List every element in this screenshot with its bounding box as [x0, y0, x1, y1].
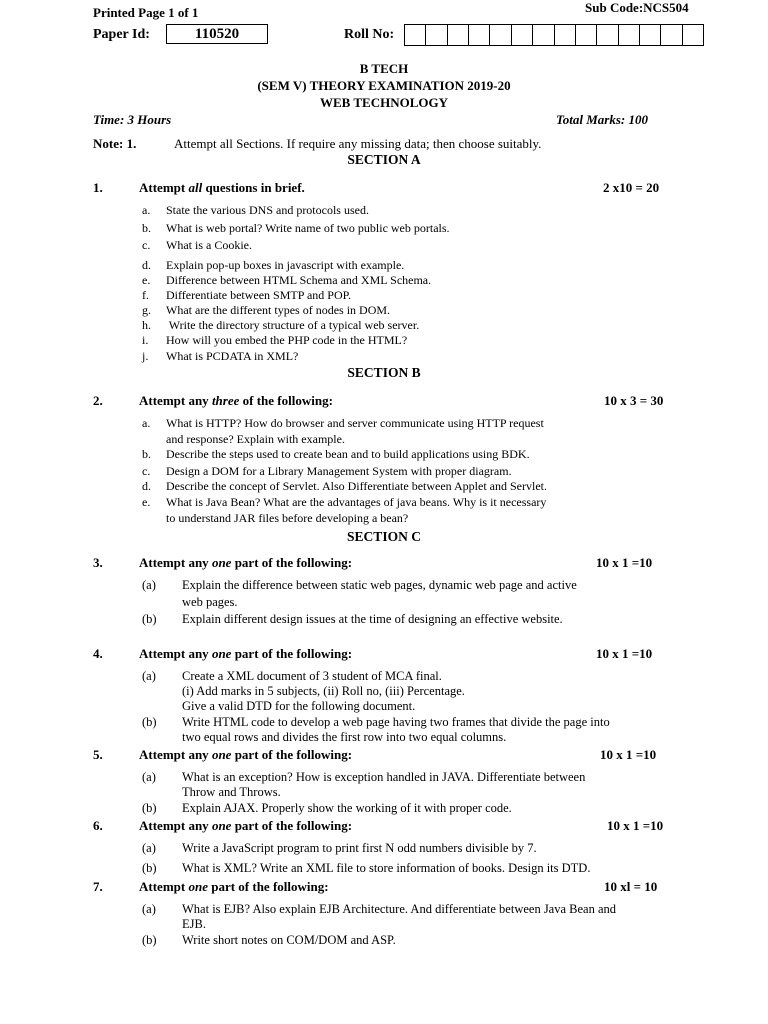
list-item	[142, 333, 407, 348]
sub-text: Write a JavaScript program to print first N odd numbers divisible by 7.	[182, 841, 537, 855]
list-item	[142, 258, 404, 273]
item-text: Describe the steps used to create bean and to build applications using BDK.	[166, 447, 530, 461]
list-item	[142, 416, 544, 431]
note-label: Note: 1.	[93, 136, 137, 151]
list-item	[142, 288, 351, 303]
list-item	[142, 349, 298, 364]
sub-text: Write HTML code to develop a web page having two frames that divide the page into	[182, 715, 610, 729]
question-text-pre: Attempt any	[139, 555, 212, 570]
total-marks: Total Marks: 100	[556, 112, 648, 127]
sub-text: Explain AJAX. Properly show the working of it with proper code.	[182, 801, 512, 815]
item-label: j.	[142, 349, 149, 363]
question-text-post: part of the following:	[231, 747, 353, 762]
exam-title: (SEM V) THEORY EXAMINATION 2019-20	[257, 78, 511, 93]
item-label: f.	[142, 288, 149, 302]
item-text: What is Java Bean? What are the advantages of java beans. Why is it necessary	[166, 495, 547, 509]
question-text-em: one	[211, 747, 232, 762]
paper-id-label: Paper Id:	[93, 27, 150, 42]
question-text-post: part of the following:	[231, 555, 353, 570]
list-item	[142, 238, 252, 253]
sub-text: (i) Add marks in 5 subjects, (ii) Roll no, (iii) Percentage.	[182, 684, 465, 698]
question-text-post: part of the following:	[231, 818, 353, 833]
question-number: 7.	[93, 879, 103, 894]
subject-code: Sub Code:NCS504	[585, 0, 689, 15]
item-text: How will you embed the PHP code in the HTML?	[166, 333, 408, 347]
list-item	[142, 511, 408, 526]
item-text: Write the directory structure of a typical web server.	[166, 318, 420, 332]
time-label: Time: 3 Hours	[93, 112, 172, 127]
item-text: What is a Cookie.	[166, 238, 252, 252]
list-item	[142, 495, 546, 510]
list-item	[142, 432, 345, 447]
question-number: 6.	[93, 818, 103, 833]
question-instruction	[139, 393, 333, 408]
question-number: 1.	[93, 180, 103, 195]
question-text-em: one	[211, 818, 232, 833]
question-text-pre: Attempt	[139, 180, 189, 195]
question-text-post: questions in brief.	[202, 180, 305, 195]
question-text-pre: Attempt any	[139, 393, 212, 408]
section-c-title: SECTION C	[347, 529, 421, 544]
item-label: g.	[142, 303, 151, 317]
sub-label: (b)	[142, 612, 157, 626]
question-instruction	[139, 879, 329, 894]
item-label: d.	[142, 258, 151, 272]
question-text-post: part of the following:	[207, 879, 329, 894]
sub-text: Explain the difference between static web pages, dynamic web page and active	[182, 578, 577, 592]
item-text: Describe the concept of Servlet. Also Differentiate between Applet and Servlet.	[166, 479, 547, 493]
item-text: to understand JAR files before developing a bean?	[166, 511, 409, 525]
item-text: Differentiate between SMTP and POP.	[166, 288, 351, 302]
question-instruction	[139, 818, 352, 833]
question-text-pre: Attempt any	[139, 747, 212, 762]
question-marks: 10 xl = 10	[604, 879, 658, 894]
roll-no-label: Roll No:	[344, 27, 395, 42]
sub-text: Write short notes on COM/DOM and ASP.	[182, 933, 396, 947]
question-instruction	[139, 646, 352, 661]
question-marks: 10 x 3 = 30	[604, 393, 664, 408]
list-item	[142, 303, 390, 318]
item-label: b.	[142, 447, 151, 461]
sub-text: What is an exception? How is exception handled in JAVA. Differentiate between	[182, 770, 586, 784]
sub-text: EJB.	[182, 917, 206, 931]
question-text-post: part of the following:	[231, 646, 353, 661]
question-text-post: of the following:	[239, 393, 333, 408]
sub-label: (b)	[142, 861, 157, 875]
item-label: e.	[142, 495, 151, 509]
question-marks: 2 x10 = 20	[603, 180, 660, 195]
item-text: Explain pop-up boxes in javascript with example.	[166, 258, 405, 272]
sub-label: (b)	[142, 715, 157, 729]
question-number: 3.	[93, 555, 103, 570]
sub-label: (b)	[142, 801, 157, 815]
question-text-em: all	[188, 180, 203, 195]
question-text-pre: Attempt	[139, 879, 189, 894]
question-marks: 10 x 1 =10	[596, 646, 653, 661]
item-label: a.	[142, 416, 151, 430]
item-label: e.	[142, 273, 151, 287]
sub-text: web pages.	[182, 595, 238, 609]
list-item	[142, 479, 547, 494]
sub-text: Create a XML document of 3 student of MCA final.	[182, 669, 442, 683]
sub-label: (a)	[142, 770, 156, 784]
item-text: and response? Explain with example.	[166, 432, 345, 446]
list-item	[142, 447, 530, 462]
item-text: State the various DNS and protocols used.	[166, 203, 369, 217]
item-label: i.	[142, 333, 149, 347]
item-label: a.	[142, 203, 151, 217]
question-number: 2.	[93, 393, 103, 408]
course-title: B TECH	[359, 61, 409, 76]
sub-label: (a)	[142, 902, 156, 916]
item-label: b.	[142, 221, 151, 235]
item-text: Design a DOM for a Library Management System with proper diagram.	[166, 464, 512, 478]
printed-page-label: Printed Page 1 of 1	[93, 5, 199, 20]
sub-label: (a)	[142, 578, 156, 592]
question-text-em: one	[188, 879, 208, 894]
item-label: h.	[142, 318, 151, 332]
note-text: Attempt all Sections. If require any missing data; then choose suitably.	[174, 136, 542, 151]
list-item	[142, 318, 419, 333]
item-label: d.	[142, 479, 151, 493]
question-marks: 10 x 1 =10	[607, 818, 664, 833]
section-b-title: SECTION B	[347, 365, 421, 380]
item-text: What is web portal? Write name of two public web portals.	[166, 221, 450, 235]
sub-text: two equal rows and divides the first row into two equal columns.	[182, 730, 507, 744]
question-number: 4.	[93, 646, 103, 661]
item-text: What are the different types of nodes in DOM.	[166, 303, 391, 317]
sub-label: (b)	[142, 933, 157, 947]
subject-title: WEB TECHNOLOGY	[320, 95, 448, 110]
question-text-pre: Attempt any	[139, 818, 212, 833]
sub-label: (a)	[142, 841, 156, 855]
paper-id-box: 110520	[166, 24, 268, 44]
section-a-title: SECTION A	[347, 152, 421, 167]
roll-no-boxes	[404, 24, 704, 46]
item-label: c.	[142, 464, 151, 478]
item-text: What is HTTP? How do browser and server communicate using HTTP request	[166, 416, 544, 430]
list-item	[142, 464, 512, 479]
list-item	[142, 221, 450, 236]
sub-text: What is XML? Write an XML file to store information of books. Design its DTD.	[182, 861, 591, 875]
sub-label: (a)	[142, 669, 156, 683]
item-text: What is PCDATA in XML?	[166, 349, 299, 363]
sub-text: Give a valid DTD for the following document.	[182, 699, 416, 713]
list-item	[142, 273, 431, 288]
item-label: c.	[142, 238, 151, 252]
question-text-em: three	[211, 393, 240, 408]
item-text: Difference between HTML Schema and XML Schema.	[166, 273, 432, 287]
sub-text: What is EJB? Also explain EJB Architecture. And differentiate between Java Bean and	[182, 902, 617, 916]
question-marks: 10 x 1 =10	[596, 555, 653, 570]
sub-text: Explain different design issues at the time of designing an effective website.	[182, 612, 563, 626]
question-instruction	[139, 555, 352, 570]
question-number: 5.	[93, 747, 103, 762]
question-instruction	[139, 747, 352, 762]
list-item	[142, 203, 369, 218]
question-marks: 10 x 1 =10	[600, 747, 657, 762]
question-text-em: one	[211, 555, 232, 570]
question-text-em: one	[211, 646, 232, 661]
question-text-pre: Attempt any	[139, 646, 212, 661]
question-instruction	[139, 180, 305, 195]
sub-text: Throw and Throws.	[182, 785, 281, 799]
